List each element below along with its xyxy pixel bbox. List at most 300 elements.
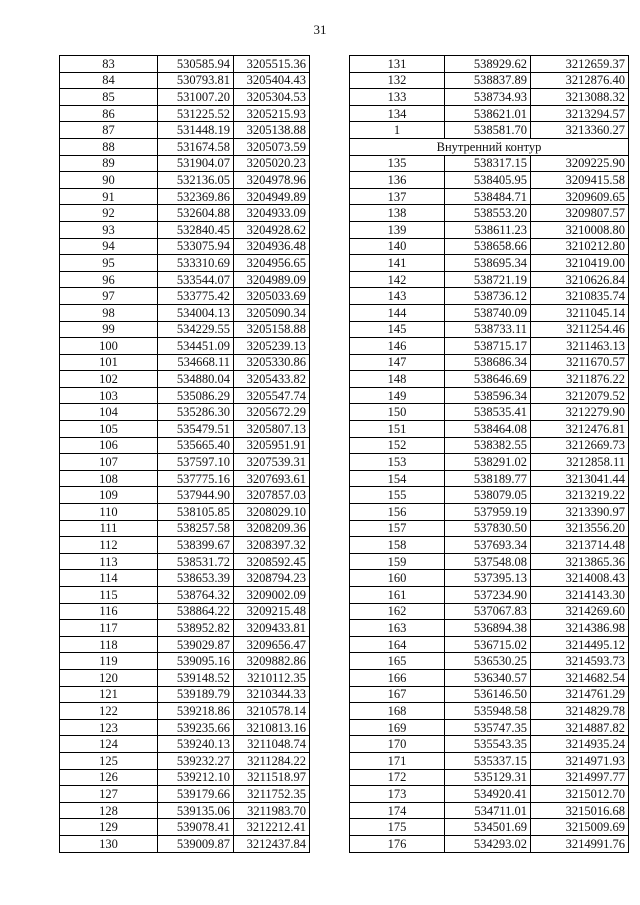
point-number-cell: 89	[60, 155, 158, 172]
y-coordinate-cell: 3205330.86	[234, 354, 310, 371]
point-number-cell: 128	[60, 802, 158, 819]
y-coordinate-cell: 3210008.80	[531, 221, 629, 238]
point-number-cell: 90	[60, 172, 158, 189]
y-coordinate-cell: 3205073.59	[234, 138, 310, 155]
y-coordinate-cell: 3214269.60	[531, 603, 629, 620]
point-number-cell: 170	[350, 736, 445, 753]
x-coordinate-cell: 539235.66	[158, 719, 234, 736]
y-coordinate-cell: 3211463.13	[531, 338, 629, 355]
y-coordinate-cell: 3215012.70	[531, 786, 629, 803]
y-coordinate-cell: 3204933.09	[234, 205, 310, 222]
table-row	[350, 736, 629, 753]
y-coordinate-cell: 3210212.80	[531, 238, 629, 255]
table-row	[350, 172, 629, 189]
point-number-cell: 1	[350, 122, 445, 139]
table-row	[350, 205, 629, 222]
y-coordinate-cell: 3211518.97	[234, 769, 310, 786]
y-coordinate-cell: 3214971.93	[531, 752, 629, 769]
x-coordinate-cell: 534711.01	[445, 802, 531, 819]
y-coordinate-cell: 3212476.81	[531, 421, 629, 438]
table-row	[60, 819, 310, 836]
y-coordinate-cell: 3213865.36	[531, 553, 629, 570]
point-number-cell: 106	[60, 437, 158, 454]
x-coordinate-cell: 530793.81	[158, 72, 234, 89]
y-coordinate-cell: 3213041.44	[531, 470, 629, 487]
x-coordinate-cell: 537944.90	[158, 487, 234, 504]
table-row	[60, 321, 310, 338]
table-row	[350, 421, 629, 438]
table-row	[350, 669, 629, 686]
y-coordinate-cell: 3207539.31	[234, 454, 310, 471]
y-coordinate-cell: 3213714.48	[531, 537, 629, 554]
y-coordinate-cell: 3205239.13	[234, 338, 310, 355]
x-coordinate-cell: 535086.29	[158, 387, 234, 404]
x-coordinate-cell: 531225.52	[158, 105, 234, 122]
table-row	[350, 636, 629, 653]
y-coordinate-cell: 3204936.48	[234, 238, 310, 255]
point-number-cell: 156	[350, 504, 445, 521]
table-row	[60, 454, 310, 471]
point-number-cell: 130	[60, 835, 158, 852]
x-coordinate-cell: 538611.23	[445, 221, 531, 238]
table-row	[350, 520, 629, 537]
point-number-cell: 145	[350, 321, 445, 338]
point-number-cell: 96	[60, 271, 158, 288]
table-row	[60, 354, 310, 371]
x-coordinate-cell: 537234.90	[445, 587, 531, 604]
table-row	[60, 138, 310, 155]
x-coordinate-cell: 539212.10	[158, 769, 234, 786]
table-row	[60, 421, 310, 438]
point-number-cell: 114	[60, 570, 158, 587]
y-coordinate-cell: 3213556.20	[531, 520, 629, 537]
table-row	[350, 155, 629, 172]
y-coordinate-cell: 3213294.57	[531, 105, 629, 122]
x-coordinate-cell: 538464.08	[445, 421, 531, 438]
y-coordinate-cell: 3205807.13	[234, 421, 310, 438]
table-row	[60, 669, 310, 686]
table-row	[350, 603, 629, 620]
table-row	[350, 819, 629, 836]
x-coordinate-cell: 535747.35	[445, 719, 531, 736]
point-number-cell: 126	[60, 769, 158, 786]
x-coordinate-cell: 539179.66	[158, 786, 234, 803]
point-number-cell: 92	[60, 205, 158, 222]
x-coordinate-cell: 534501.69	[445, 819, 531, 836]
table-row	[60, 221, 310, 238]
y-coordinate-cell: 3208592.45	[234, 553, 310, 570]
table-row	[60, 304, 310, 321]
x-coordinate-cell: 535129.31	[445, 769, 531, 786]
x-coordinate-cell: 534451.09	[158, 338, 234, 355]
point-number-cell: 163	[350, 620, 445, 637]
y-coordinate-cell: 3210626.84	[531, 271, 629, 288]
table-row	[60, 89, 310, 106]
y-coordinate-cell: 3210578.14	[234, 703, 310, 720]
x-coordinate-cell: 538531.72	[158, 553, 234, 570]
x-coordinate-cell: 534004.13	[158, 304, 234, 321]
point-number-cell: 88	[60, 138, 158, 155]
table-row	[60, 603, 310, 620]
table-row	[60, 686, 310, 703]
table-row	[350, 686, 629, 703]
section-title: Внутренний контур	[350, 138, 629, 155]
x-coordinate-cell: 532840.45	[158, 221, 234, 238]
point-number-cell: 99	[60, 321, 158, 338]
y-coordinate-cell: 3205404.43	[234, 72, 310, 89]
x-coordinate-cell: 531007.20	[158, 89, 234, 106]
x-coordinate-cell: 534293.02	[445, 835, 531, 852]
y-coordinate-cell: 3209415.58	[531, 172, 629, 189]
x-coordinate-cell: 538864.22	[158, 603, 234, 620]
y-coordinate-cell: 3210813.16	[234, 719, 310, 736]
y-coordinate-cell: 3215016.68	[531, 802, 629, 819]
point-number-cell: 160	[350, 570, 445, 587]
table-row	[350, 487, 629, 504]
table-row	[60, 404, 310, 421]
table-row	[350, 802, 629, 819]
x-coordinate-cell: 535286.30	[158, 404, 234, 421]
table-row	[350, 504, 629, 521]
table-row	[350, 255, 629, 272]
x-coordinate-cell: 535543.35	[445, 736, 531, 753]
point-number-cell: 112	[60, 537, 158, 554]
x-coordinate-cell: 538484.71	[445, 188, 531, 205]
point-number-cell: 144	[350, 304, 445, 321]
point-number-cell: 131	[350, 56, 445, 73]
y-coordinate-cell: 3204989.09	[234, 271, 310, 288]
table-row	[60, 122, 310, 139]
x-coordinate-cell: 533310.69	[158, 255, 234, 272]
table-row	[350, 371, 629, 388]
table-row	[350, 387, 629, 404]
y-coordinate-cell: 3214997.77	[531, 769, 629, 786]
point-number-cell: 83	[60, 56, 158, 73]
x-coordinate-cell: 536530.25	[445, 653, 531, 670]
point-number-cell: 121	[60, 686, 158, 703]
table-row	[60, 105, 310, 122]
table-row	[350, 221, 629, 238]
point-number-cell: 141	[350, 255, 445, 272]
table-row	[60, 288, 310, 305]
x-coordinate-cell: 531904.07	[158, 155, 234, 172]
point-number-cell: 152	[350, 437, 445, 454]
y-coordinate-cell: 3211876.22	[531, 371, 629, 388]
y-coordinate-cell: 3214682.54	[531, 669, 629, 686]
x-coordinate-cell: 537395.13	[445, 570, 531, 587]
y-coordinate-cell: 3208794.23	[234, 570, 310, 587]
table-row	[60, 371, 310, 388]
table-row	[350, 304, 629, 321]
x-coordinate-cell: 539095.16	[158, 653, 234, 670]
y-coordinate-cell: 3210344.33	[234, 686, 310, 703]
point-number-cell: 146	[350, 338, 445, 355]
point-number-cell: 136	[350, 172, 445, 189]
y-coordinate-cell: 3212279.90	[531, 404, 629, 421]
x-coordinate-cell: 538596.34	[445, 387, 531, 404]
y-coordinate-cell: 3204949.89	[234, 188, 310, 205]
table-row	[350, 719, 629, 736]
x-coordinate-cell: 538399.67	[158, 537, 234, 554]
table-row	[60, 553, 310, 570]
x-coordinate-cell: 538695.34	[445, 255, 531, 272]
x-coordinate-cell: 538658.66	[445, 238, 531, 255]
table-row	[60, 188, 310, 205]
y-coordinate-cell: 3212858.11	[531, 454, 629, 471]
table-row	[60, 620, 310, 637]
table-row	[350, 703, 629, 720]
y-coordinate-cell: 3211983.70	[234, 802, 310, 819]
y-coordinate-cell: 3205215.93	[234, 105, 310, 122]
point-number-cell: 139	[350, 221, 445, 238]
point-number-cell: 110	[60, 504, 158, 521]
point-number-cell: 154	[350, 470, 445, 487]
y-coordinate-cell: 3207857.03	[234, 487, 310, 504]
table-row	[60, 504, 310, 521]
table-row	[350, 288, 629, 305]
x-coordinate-cell: 538734.93	[445, 89, 531, 106]
table-row	[60, 719, 310, 736]
point-number-cell: 149	[350, 387, 445, 404]
point-number-cell: 148	[350, 371, 445, 388]
table-row	[60, 470, 310, 487]
x-coordinate-cell: 532604.88	[158, 205, 234, 222]
table-row	[350, 587, 629, 604]
x-coordinate-cell: 538257.58	[158, 520, 234, 537]
x-coordinate-cell: 537775.16	[158, 470, 234, 487]
point-number-cell: 116	[60, 603, 158, 620]
table-row	[350, 553, 629, 570]
x-coordinate-cell: 538405.95	[445, 172, 531, 189]
table-row	[350, 72, 629, 89]
x-coordinate-cell: 538653.39	[158, 570, 234, 587]
table-row	[350, 470, 629, 487]
x-coordinate-cell: 538929.62	[445, 56, 531, 73]
point-number-cell: 132	[350, 72, 445, 89]
table-row	[60, 587, 310, 604]
point-number-cell: 117	[60, 620, 158, 637]
point-number-cell: 122	[60, 703, 158, 720]
table-row	[60, 802, 310, 819]
table-row	[350, 570, 629, 587]
y-coordinate-cell: 3209882.86	[234, 653, 310, 670]
x-coordinate-cell: 537548.08	[445, 553, 531, 570]
point-number-cell: 157	[350, 520, 445, 537]
table-row	[350, 769, 629, 786]
point-number-cell: 151	[350, 421, 445, 438]
x-coordinate-cell: 538733.11	[445, 321, 531, 338]
table-row	[60, 271, 310, 288]
point-number-cell: 119	[60, 653, 158, 670]
table-row	[60, 255, 310, 272]
point-number-cell: 97	[60, 288, 158, 305]
y-coordinate-cell: 3211284.22	[234, 752, 310, 769]
x-coordinate-cell: 533775.42	[158, 288, 234, 305]
y-coordinate-cell: 3212079.52	[531, 387, 629, 404]
coordinates-table-left	[59, 55, 310, 853]
x-coordinate-cell: 538646.69	[445, 371, 531, 388]
x-coordinate-cell: 537597.10	[158, 454, 234, 471]
point-number-cell: 158	[350, 537, 445, 554]
table-row	[60, 520, 310, 537]
point-number-cell: 107	[60, 454, 158, 471]
x-coordinate-cell: 538764.32	[158, 587, 234, 604]
table-row	[350, 122, 629, 139]
y-coordinate-cell: 3212876.40	[531, 72, 629, 89]
x-coordinate-cell: 535948.58	[445, 703, 531, 720]
x-coordinate-cell: 538105.85	[158, 504, 234, 521]
y-coordinate-cell: 3211048.74	[234, 736, 310, 753]
table-row	[350, 437, 629, 454]
x-coordinate-cell: 536894.38	[445, 620, 531, 637]
x-coordinate-cell: 533075.94	[158, 238, 234, 255]
point-number-cell: 140	[350, 238, 445, 255]
y-coordinate-cell: 3210419.00	[531, 255, 629, 272]
table-row	[350, 404, 629, 421]
y-coordinate-cell: 3205033.69	[234, 288, 310, 305]
y-coordinate-cell: 3210112.35	[234, 669, 310, 686]
x-coordinate-cell: 538189.77	[445, 470, 531, 487]
point-number-cell: 100	[60, 338, 158, 355]
y-coordinate-cell: 3209433.81	[234, 620, 310, 637]
point-number-cell: 159	[350, 553, 445, 570]
y-coordinate-cell: 3208397.32	[234, 537, 310, 554]
x-coordinate-cell: 536340.57	[445, 669, 531, 686]
y-coordinate-cell: 3212212.41	[234, 819, 310, 836]
table-row	[350, 56, 629, 73]
x-coordinate-cell: 530585.94	[158, 56, 234, 73]
point-number-cell: 135	[350, 155, 445, 172]
point-number-cell: 115	[60, 587, 158, 604]
table-row	[350, 454, 629, 471]
x-coordinate-cell: 536715.02	[445, 636, 531, 653]
x-coordinate-cell: 538686.34	[445, 354, 531, 371]
y-coordinate-cell: 3214008.43	[531, 570, 629, 587]
section-header-row	[350, 138, 629, 155]
table-row	[350, 238, 629, 255]
table-row	[60, 570, 310, 587]
y-coordinate-cell: 3205951.91	[234, 437, 310, 454]
point-number-cell: 111	[60, 520, 158, 537]
table-row	[60, 537, 310, 554]
x-coordinate-cell: 539135.06	[158, 802, 234, 819]
table-row	[350, 835, 629, 852]
x-coordinate-cell: 531674.58	[158, 138, 234, 155]
x-coordinate-cell: 539189.79	[158, 686, 234, 703]
y-coordinate-cell: 3214761.29	[531, 686, 629, 703]
table-row	[350, 786, 629, 803]
y-coordinate-cell: 3211670.57	[531, 354, 629, 371]
point-number-cell: 166	[350, 669, 445, 686]
table-row	[60, 437, 310, 454]
point-number-cell: 138	[350, 205, 445, 222]
y-coordinate-cell: 3208209.36	[234, 520, 310, 537]
table-row	[60, 769, 310, 786]
table-row	[350, 354, 629, 371]
point-number-cell: 124	[60, 736, 158, 753]
point-number-cell: 168	[350, 703, 445, 720]
point-number-cell: 171	[350, 752, 445, 769]
x-coordinate-cell: 534668.11	[158, 354, 234, 371]
y-coordinate-cell: 3212669.73	[531, 437, 629, 454]
point-number-cell: 86	[60, 105, 158, 122]
point-number-cell: 95	[60, 255, 158, 272]
point-number-cell: 123	[60, 719, 158, 736]
y-coordinate-cell: 3211045.14	[531, 304, 629, 321]
x-coordinate-cell: 534229.55	[158, 321, 234, 338]
y-coordinate-cell: 3205138.88	[234, 122, 310, 139]
point-number-cell: 137	[350, 188, 445, 205]
point-number-cell: 155	[350, 487, 445, 504]
table-row	[350, 321, 629, 338]
x-coordinate-cell: 538581.70	[445, 122, 531, 139]
x-coordinate-cell: 538952.82	[158, 620, 234, 637]
table-row	[350, 752, 629, 769]
table-row	[60, 487, 310, 504]
point-number-cell: 167	[350, 686, 445, 703]
point-number-cell: 125	[60, 752, 158, 769]
table-row	[60, 72, 310, 89]
point-number-cell: 142	[350, 271, 445, 288]
table-row	[60, 835, 310, 852]
x-coordinate-cell: 534920.41	[445, 786, 531, 803]
table-row	[60, 338, 310, 355]
point-number-cell: 133	[350, 89, 445, 106]
y-coordinate-cell: 3209656.47	[234, 636, 310, 653]
x-coordinate-cell: 538317.15	[445, 155, 531, 172]
table-row	[60, 387, 310, 404]
x-coordinate-cell: 535479.51	[158, 421, 234, 438]
point-number-cell: 101	[60, 354, 158, 371]
y-coordinate-cell: 3214495.12	[531, 636, 629, 653]
point-number-cell: 84	[60, 72, 158, 89]
point-number-cell: 87	[60, 122, 158, 139]
table-row	[350, 338, 629, 355]
x-coordinate-cell: 537959.19	[445, 504, 531, 521]
x-coordinate-cell: 535665.40	[158, 437, 234, 454]
y-coordinate-cell: 3214593.73	[531, 653, 629, 670]
y-coordinate-cell: 3205304.53	[234, 89, 310, 106]
x-coordinate-cell: 534880.04	[158, 371, 234, 388]
y-coordinate-cell: 3214829.78	[531, 703, 629, 720]
x-coordinate-cell: 536146.50	[445, 686, 531, 703]
table-row	[60, 155, 310, 172]
x-coordinate-cell: 539029.87	[158, 636, 234, 653]
x-coordinate-cell: 539218.86	[158, 703, 234, 720]
table-row	[60, 736, 310, 753]
y-coordinate-cell: 3214991.76	[531, 835, 629, 852]
x-coordinate-cell: 537830.50	[445, 520, 531, 537]
x-coordinate-cell: 532136.05	[158, 172, 234, 189]
x-coordinate-cell: 538535.41	[445, 404, 531, 421]
point-number-cell: 161	[350, 587, 445, 604]
table-row	[60, 205, 310, 222]
point-number-cell: 165	[350, 653, 445, 670]
y-coordinate-cell: 3214935.24	[531, 736, 629, 753]
y-coordinate-cell: 3204956.65	[234, 255, 310, 272]
y-coordinate-cell: 3205020.23	[234, 155, 310, 172]
point-number-cell: 104	[60, 404, 158, 421]
point-number-cell: 127	[60, 786, 158, 803]
x-coordinate-cell: 538382.55	[445, 437, 531, 454]
page-number: 31	[313, 22, 327, 37]
point-number-cell: 143	[350, 288, 445, 305]
point-number-cell: 105	[60, 421, 158, 438]
table-row	[60, 56, 310, 73]
x-coordinate-cell: 537067.83	[445, 603, 531, 620]
point-number-cell: 150	[350, 404, 445, 421]
table-row	[350, 620, 629, 637]
